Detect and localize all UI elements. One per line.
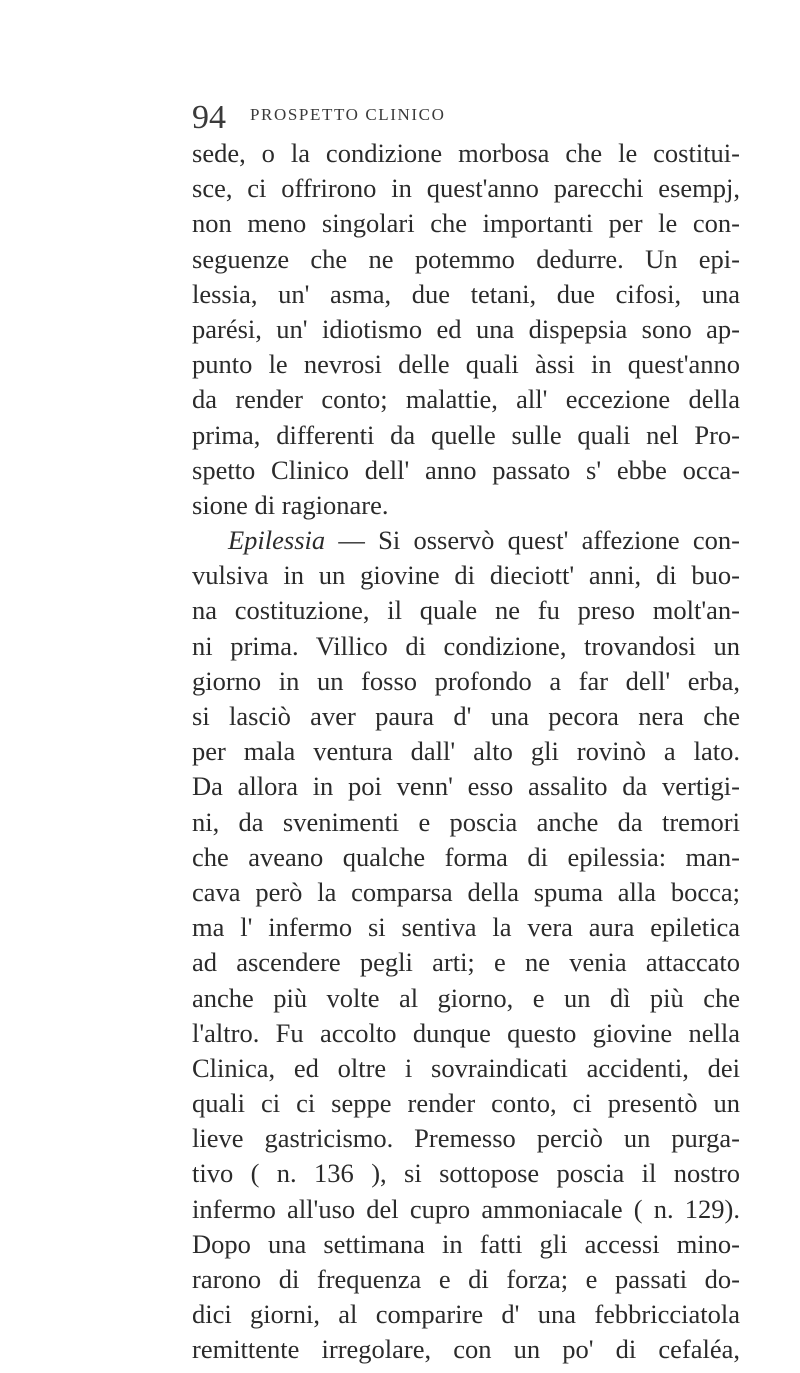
text-line: lessia, un' asma, due tetani, due cifosi, una	[192, 278, 740, 309]
text-line: non meno singolari che importanti per le con-	[192, 208, 740, 239]
text-line: vulsiva in un giovine di dieciott' anni, di buo-	[192, 560, 740, 591]
section-first-line-text: — Si osservò quest' affezione con-	[325, 525, 740, 556]
text-line: giorno in un fosso profondo a far dell' erba,	[192, 665, 740, 696]
text-line: quali ci ci seppe render conto, ci presentò un	[192, 1088, 740, 1119]
text-line: Da allora in poi venn' esso assalito da vertigi-	[192, 771, 740, 802]
text-line: ni prima. Villico di condizione, trovandosi un	[192, 630, 740, 661]
text-line: dici giorni, al comparire d' una febbricciatola	[192, 1299, 740, 1330]
text-line: per mala ventura dall' alto gli rovinò a lato.	[192, 736, 740, 767]
paragraph-intro	[192, 136, 740, 523]
text-line: l'altro. Fu accolto dunque questo giovine nella	[192, 1017, 740, 1048]
running-head: PROSPETTO CLINICO	[250, 105, 446, 124]
text-line: lieve gastricismo. Premesso perciò un purga-	[192, 1123, 740, 1154]
text-line: spetto Clinico dell' anno passato s' ebbe occa-	[192, 454, 740, 485]
text-line: si lasciò aver paura d' una pecora nera che	[192, 701, 740, 731]
text-line: parési, un' idiotismo ed una dispepsia sono ap-	[192, 313, 740, 344]
text-line: seguenze che ne potemmo dedurre. Un epi-	[192, 243, 740, 274]
text-line: infermo all'uso del cupro ammoniacale ( n. 129).	[192, 1193, 740, 1224]
text-line: rarono di frequenza e di forza; e passati do-	[192, 1264, 740, 1294]
text-line: cava però la comparsa della spuma alla bocca;	[192, 876, 740, 907]
text-line: che aveano qualche forma di epilessia: man-	[192, 841, 740, 872]
text-line: ad ascendere pegli arti; e ne venia attaccato	[192, 947, 740, 978]
section-title: Epilessia	[228, 525, 326, 556]
text-line: anche più volte al giorno, e un dì più che	[192, 982, 740, 1013]
text-line: ni, da svenimenti e poscia anche da tremori	[192, 806, 740, 837]
text-line: Clinica, ed oltre i sovraindicati accidenti, dei	[192, 1052, 740, 1083]
text-line: sce, ci offrirono in quest'anno parecchi esempj,	[192, 173, 740, 204]
page-header	[192, 98, 732, 138]
text-line: punto le nevrosi delle quali àssi in quest'anno	[192, 349, 740, 380]
text-line: na costituzione, il quale ne fu preso molt'an-	[192, 595, 740, 626]
text-line: Dopo una settimana in fatti gli accessi mino-	[192, 1228, 740, 1259]
text-line: ma l' infermo si sentiva la vera aura epiletica	[192, 912, 740, 943]
text-line: remittente irregolare, con un po' di cefaléa,	[192, 1334, 740, 1365]
text-line: sione di ragionare.	[192, 489, 389, 520]
text-line: tivo ( n. 136 ), si sottopose poscia il nostro	[192, 1158, 740, 1189]
text-line: sede, o la condizione morbosa che le costitui-	[192, 138, 740, 168]
text-line: prima, differenti da quelle sulle quali nel Pro-	[192, 419, 740, 450]
paragraph-epilessia	[192, 523, 740, 1368]
section-first-line	[192, 523, 740, 558]
body-text	[192, 136, 740, 1368]
page-number: 94	[192, 99, 226, 136]
text-line: da render conto; malattie, all' eccezione della	[192, 384, 740, 415]
